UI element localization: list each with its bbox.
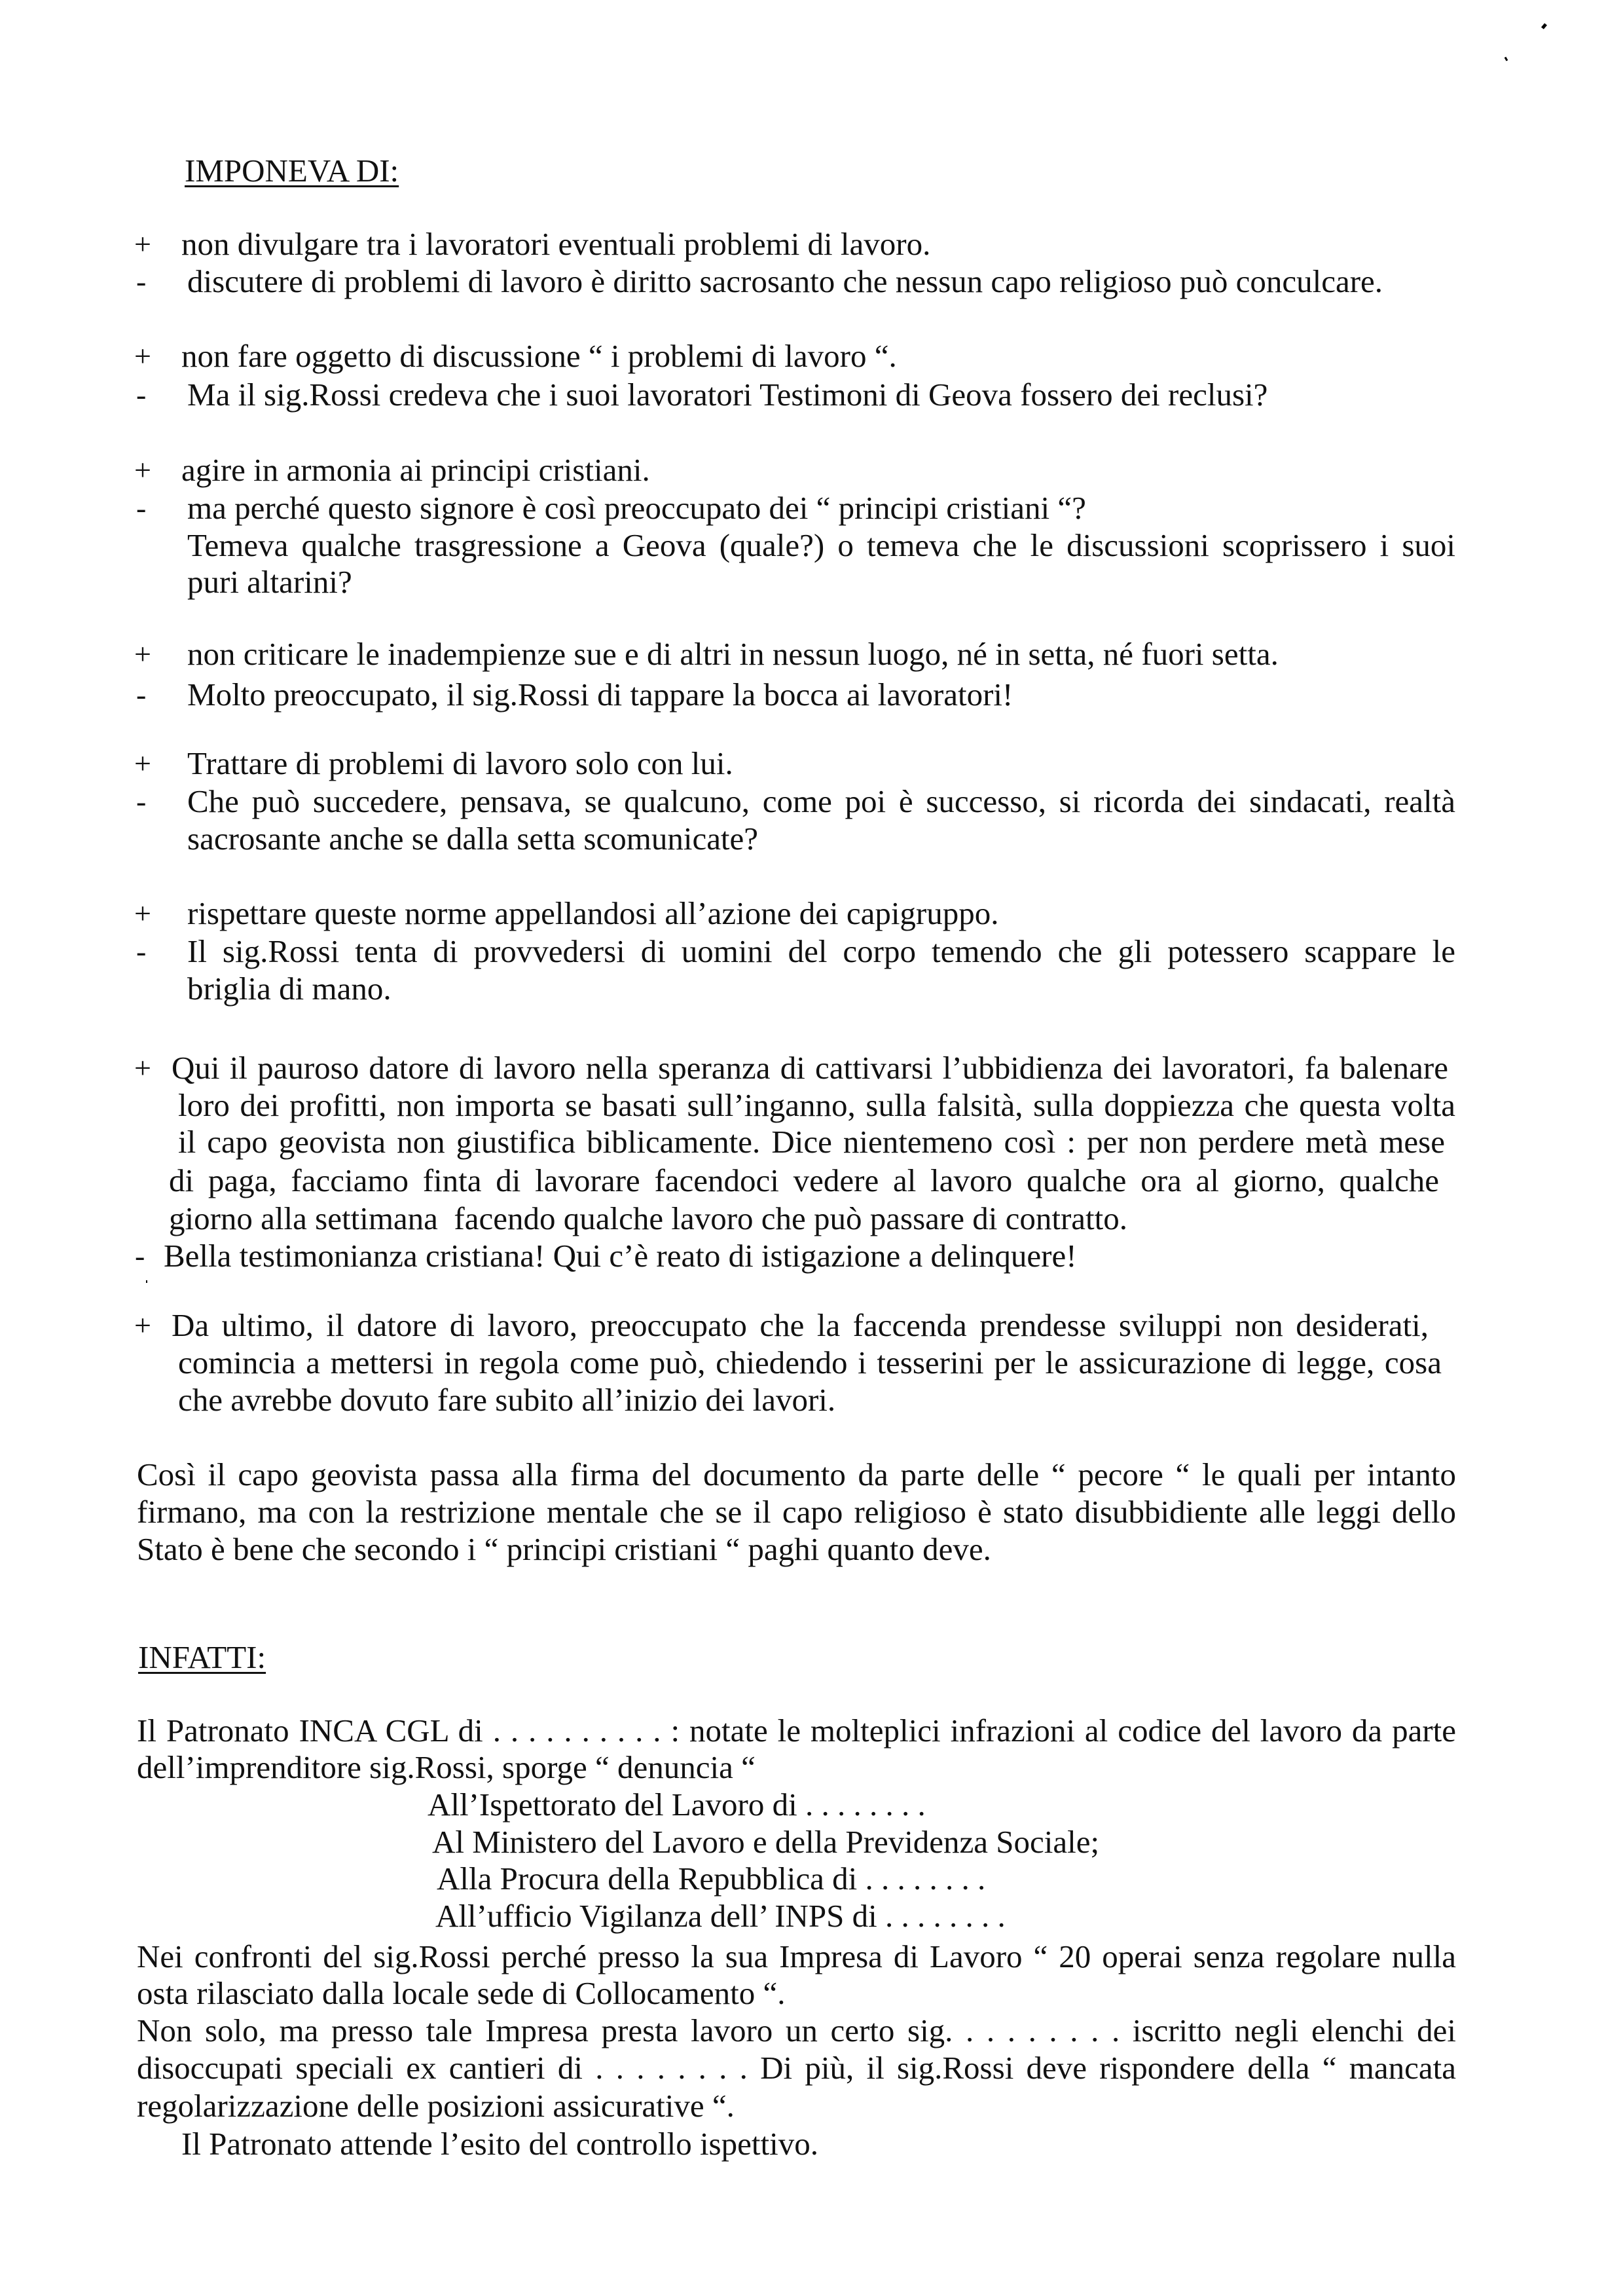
rule-text: non criticare le inadempienze sue e di altri in nessun luogo, né in setta, né fuori setta. [187, 636, 1279, 672]
rule-text: agire in armonia ai principi cristiani. [181, 452, 650, 488]
body-line: osta rilasciato dalla locale sede di Collocamento “. [137, 1975, 786, 2011]
body-line: Nei confronti del sig.Rossi perché presso la sua Impresa di Lavoro “ 20 operai senza regolare nulla [137, 1938, 1456, 1974]
comment-text: Temeva qualche trasgressione a Geova (quale?) o temeva che le discussioni scoprissero i suoi [187, 527, 1455, 563]
closing-paragraph-line: firmano, ma con la restrizione mentale che se il capo religioso è stato disubbidiente alle leggi dello [137, 1494, 1456, 1530]
rule-text: loro dei profitti, non importa se basati sull’inganno, sulla falsità, sulla doppiezza che questa volta [178, 1087, 1455, 1123]
comment-text: briglia di mano. [187, 971, 392, 1007]
comment-text: Bella testimonianza cristiana! Qui c’è reato di istigazione a delinquere! [164, 1238, 1077, 1274]
section-heading-infatti: INFATTI: [138, 1639, 266, 1675]
comment-text: ma perché questo signore è così preoccupato dei “ principi cristiani “? [187, 490, 1086, 526]
scan-speck [1541, 23, 1547, 29]
comment-text: Molto preoccupato, il sig.Rossi di tappare la bocca ai lavoratori! [187, 676, 1013, 713]
comment-text: Che può succedere, pensava, se qualcuno, come poi è successo, si ricorda dei sindacati, realtà [187, 783, 1455, 819]
minus-marker: - [136, 785, 147, 818]
closing-paragraph-line: Stato è bene che secondo i “ principi cristiani “ paghi quanto deve. [137, 1531, 991, 1567]
rule-text: giorno alla settimana facendo qualche lavoro che può passare di contratto. [169, 1200, 1127, 1236]
recipient-line: All’ufficio Vigilanza dell’ INPS di . . . . . . . . [435, 1898, 1006, 1934]
plus-marker: + [134, 453, 151, 487]
plus-marker: + [134, 1051, 151, 1084]
recipient-line: Al Ministero del Lavoro e della Previdenza Sociale; [432, 1824, 1100, 1860]
rule-text: Da ultimo, il datore di lavoro, preoccupato che la faccenda prendesse sviluppi non desiderati, [172, 1307, 1429, 1343]
body-line: Non solo, ma presso tale Impresa presta lavoro un certo sig. . . . . . . . . iscritto negli elenchi dei [137, 2012, 1456, 2048]
rule-text: comincia a mettersi in regola come può, chiedendo i tesserini per le assicurazione di legge, cosa [178, 1344, 1442, 1380]
rule-text: rispettare queste norme appellandosi all’azione dei capigruppo. [187, 895, 999, 931]
comment-text: sacrosante anche se dalla setta scomunicate? [187, 821, 759, 857]
minus-marker: - [136, 378, 147, 411]
section-heading-imponeva: IMPONEVA DI: [185, 153, 399, 189]
comment-text: puri altarini? [187, 564, 352, 600]
rule-text: il capo geovista non giustifica biblicamente. Dice nientemeno così : per non perdere metà mese [178, 1124, 1445, 1160]
minus-marker: - [135, 1239, 145, 1272]
comment-text: discutere di problemi di lavoro è diritto sacrosanto che nessun capo religioso può conculcare. [187, 263, 1383, 299]
plus-marker: + [134, 227, 151, 261]
body-line: disoccupati speciali ex cantieri di . . . . . . . . Di più, il sig.Rossi deve rispondere della “ mancata [137, 2050, 1456, 2086]
comment-text: Il sig.Rossi tenta di provvedersi di uomini del corpo temendo che gli potessero scappare le [187, 933, 1455, 969]
closing-line: Il Patronato attende l’esito del controllo ispettivo. [181, 2126, 818, 2162]
body-line: regolarizzazione delle posizioni assicurative “. [137, 2088, 735, 2124]
scan-speck [146, 1280, 147, 1283]
comment-text: Ma il sig.Rossi credeva che i suoi lavoratori Testimoni di Geova fossero dei reclusi? [187, 377, 1268, 413]
recipient-line: All’Ispettorato del Lavoro di . . . . . . . . [428, 1787, 926, 1823]
closing-paragraph-line: Così il capo geovista passa alla firma del documento da parte delle “ pecore “ le quali per intanto [137, 1456, 1456, 1492]
scan-speck [1504, 57, 1508, 62]
plus-marker: + [134, 897, 151, 930]
rule-text: Qui il pauroso datore di lavoro nella speranza di cattivarsi l’ubbidienza dei lavoratori, fa balenare [172, 1050, 1448, 1086]
plus-marker: + [134, 747, 151, 780]
plus-marker: + [134, 637, 151, 671]
recipient-line: Alla Procura della Repubblica di . . . . . . . . [437, 1861, 986, 1897]
rule-text: che avrebbe dovuto fare subito all’inizio dei lavori. [178, 1382, 836, 1418]
plus-marker: + [134, 339, 151, 373]
rule-text: di paga, facciamo finta di lavorare facendoci vedere al lavoro qualche ora al giorno, qualche [169, 1162, 1439, 1198]
minus-marker: - [136, 265, 147, 298]
plus-marker: + [134, 1308, 151, 1342]
minus-marker: - [136, 678, 147, 711]
intro-line: Il Patronato INCA CGL di . . . . . . . . . . : notate le molteplici infrazioni al codice del lavoro da parte [137, 1713, 1456, 1749]
rule-text: non divulgare tra i lavoratori eventuali problemi di lavoro. [181, 226, 931, 262]
minus-marker: - [136, 935, 147, 968]
minus-marker: - [136, 491, 147, 525]
rule-text: Trattare di problemi di lavoro solo con lui. [187, 745, 733, 781]
rule-text: non fare oggetto di discussione “ i problemi di lavoro “. [181, 338, 897, 374]
intro-line: dell’imprenditore sig.Rossi, sporge “ denuncia “ [137, 1749, 756, 1785]
